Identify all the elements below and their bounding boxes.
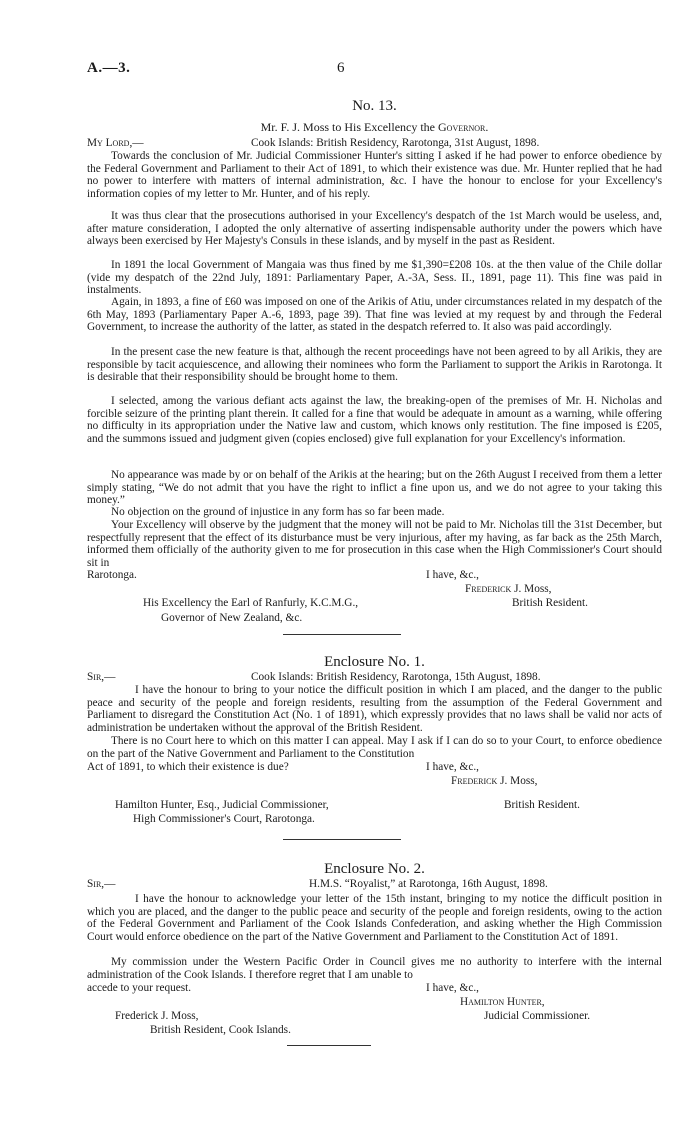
addressee-line: Frederick J. Moss, xyxy=(115,1010,199,1022)
addressee-block-2 xyxy=(87,612,662,626)
closing: I have, &c., xyxy=(426,569,480,581)
closing: I have, &c., xyxy=(426,761,480,773)
signature xyxy=(87,775,662,789)
subtitle-addressee: Governor. xyxy=(438,120,489,134)
paragraph: I selected, among the various defiant acts against the law, the breaking-open of the premises of Mr. H. Nicholas and forcible seizure of the printing plant therein. It called for a fine that would be adequate in amount as a warning, while offering no difficulty in its appropriation under the Native law and custom, which knows only restitution. The fine imposed is £205, and the summons issued and judgment given (copies enclosed) give full explanation for your Excellency's information. xyxy=(87,395,662,446)
letter-heading xyxy=(87,878,662,891)
paragraph: I have the honour to bring to your notice the difficult position in which I am placed, and the danger to the public peace and security of the people and foreign residents, resulting from the assumption of the Federal Government and Parliament to disregard the Constitution Act (No. 1 of 1891), which expressly provides that no laws shall be valid nor acts of administration be undertaken without the approval of the British Resident. xyxy=(87,684,662,735)
addressee-block-2 xyxy=(87,1024,662,1038)
last-line: Rarotonga. xyxy=(87,569,137,581)
signature xyxy=(87,996,662,1010)
paragraph: There is no Court here to which on this matter I can appeal. May I ask if I can do so to your Court, to enforce obedience on the part of the Native Government and Parliament to the Constitution xyxy=(87,735,662,760)
signature xyxy=(87,583,662,597)
dateline: Cook Islands: British Residency, Rarotonga, 31st August, 1898. xyxy=(251,137,540,149)
dateline: Cook Islands: British Residency, Rarotonga, 15th August, 1898. xyxy=(251,671,541,683)
signature-title: British Resident. xyxy=(504,799,580,811)
paragraph: I have the honour to acknowledge your letter of the 15th instant, bringing to my notice the difficult position in which you are placed, and the danger to the public peace and security of the people and foreign residents, owing to the action of the Federal Government and Parliament of the Cook Islands Confederation, and asking whether the High Commission Court would enforce obedience on the part of the Native Government and Parliament to the Constitution Act of 1891. xyxy=(87,893,662,944)
dateline: H.M.S. “Royalist,” at Rarotonga, 16th August, 1898. xyxy=(309,878,548,890)
signature-name: Hamilton Hunter, xyxy=(460,996,545,1008)
section-title-enc1: Enclosure No. 1. xyxy=(324,654,425,670)
signature-name: Frederick J. Moss, xyxy=(465,583,552,595)
salutation: Sir,— xyxy=(87,671,116,683)
signature-title: Judicial Commissioner. xyxy=(484,1010,591,1022)
paragraph: Again, in 1893, a fine of £60 was imposed on one of the Arikis of Atiu, under circumstances related in my despatch of the 6th May, 1893 (Parliamentary Paper A.-6, 1893, page 39). That fine was levied at my request by and through the Federal Government, to increase the authority of the latter, as stated in the despatch referred to. It also was paid accordingly. xyxy=(87,296,662,334)
addressee-line: High Commissioner's Court, Rarotonga. xyxy=(133,813,315,825)
salutation: My Lord,— xyxy=(87,137,144,149)
addressee-block xyxy=(87,597,662,611)
divider xyxy=(283,839,401,840)
paragraph: In the present case the new feature is that, although the recent proceedings have not been agreed to by all Arikis, they are responsible by tacit acquiescence, and allowing their nominees who form the Parliament to support the Arikis in Rarotonga. It is desirable that their responsibility should be brought home to them. xyxy=(87,346,662,384)
addressee-block xyxy=(87,1010,662,1024)
salutation: Sir,— xyxy=(87,878,116,890)
paragraph: In 1891 the local Government of Mangaia was thus fined by me $1,390=£208 10s. at the then value of the Chile dollar (vide my despatch of the 22nd July, 1891: Parliamentary Paper, A.-3A, Sess. II., 1891, page 11). This fine was paid in instalments. xyxy=(87,259,662,297)
addressee-line: His Excellency the Earl of Ranfurly, K.C.M.G., xyxy=(143,597,359,609)
section-title-no13: No. 13. xyxy=(352,98,397,114)
paragraph: It was thus clear that the prosecutions authorised in your Excellency's despatch of the 1st March would be useless, and, after mature consideration, I adopted the only alternative of asserting indispensable authority under the powers which have always been exercised by Her Majesty's Consuls in these islands, and by myself in the past as Resident. xyxy=(87,210,662,248)
paragraph: Your Excellency will observe by the judgment that the money will not be paid to Mr. Nicholas till the 31st December, but respectfully represent that the effect of its disturbance must be very injurious, after my having, as far back as the 25th March, informed them officially of the authority given to me for prosecution in this case when the High Commissioner's Court should sit in xyxy=(87,519,662,570)
letter-heading xyxy=(87,137,662,150)
addressee-line: Hamilton Hunter, Esq., Judicial Commissioner, xyxy=(115,799,329,811)
closing-line xyxy=(87,569,662,583)
last-line: Act of 1891, to which their existence is due? xyxy=(87,761,289,773)
paragraph: My commission under the Western Pacific Order in Council gives me no authority to interfere with the internal administration of the Cook Islands. I therefore regret that I am unable to xyxy=(87,956,662,981)
page-header xyxy=(87,60,662,80)
section-subtitle-no13 xyxy=(87,120,662,135)
addressee-block xyxy=(87,799,662,813)
section-title-enc2: Enclosure No. 2. xyxy=(324,861,425,877)
addressee-line: British Resident, Cook Islands. xyxy=(150,1024,291,1036)
paragraph: No appearance was made by or on behalf of the Arikis at the hearing; but on the 26th August I received from them a letter simply stating, “We do not admit that you have the right to inflict a fine upon us, and we do not agree to your taking this money.” xyxy=(87,469,662,507)
divider xyxy=(287,1045,371,1046)
paragraph: No objection on the ground of injustice in any form has so far been made. xyxy=(111,506,445,518)
paragraph: Towards the conclusion of Mr. Judicial Commissioner Hunter's sitting I asked if he had power to enforce obedience by the Federal Government and Parliament to their Act of 1891, to which their existence was due. Mr. Hunter replied that he had no power to interfere with matters of internal administration, &c. I have the honour to enclose for your Excellency's information copies of my letter to Mr. Hunter, and of his reply. xyxy=(87,150,662,201)
signature-title: British Resident. xyxy=(512,597,588,609)
subtitle-text: Mr. F. J. Moss to His Excellency the xyxy=(260,120,439,134)
closing-line xyxy=(87,761,662,775)
addressee-block-2 xyxy=(87,813,662,827)
letter-heading xyxy=(87,671,662,684)
divider xyxy=(283,634,401,635)
page-number: 6 xyxy=(337,60,345,76)
closing: I have, &c., xyxy=(426,982,480,994)
document-reference: A.—3. xyxy=(87,60,131,76)
addressee-line: Governor of New Zealand, &c. xyxy=(161,612,303,624)
last-line: accede to your request. xyxy=(87,982,192,994)
signature-name: Frederick J. Moss, xyxy=(451,775,538,787)
closing-line xyxy=(87,982,662,996)
